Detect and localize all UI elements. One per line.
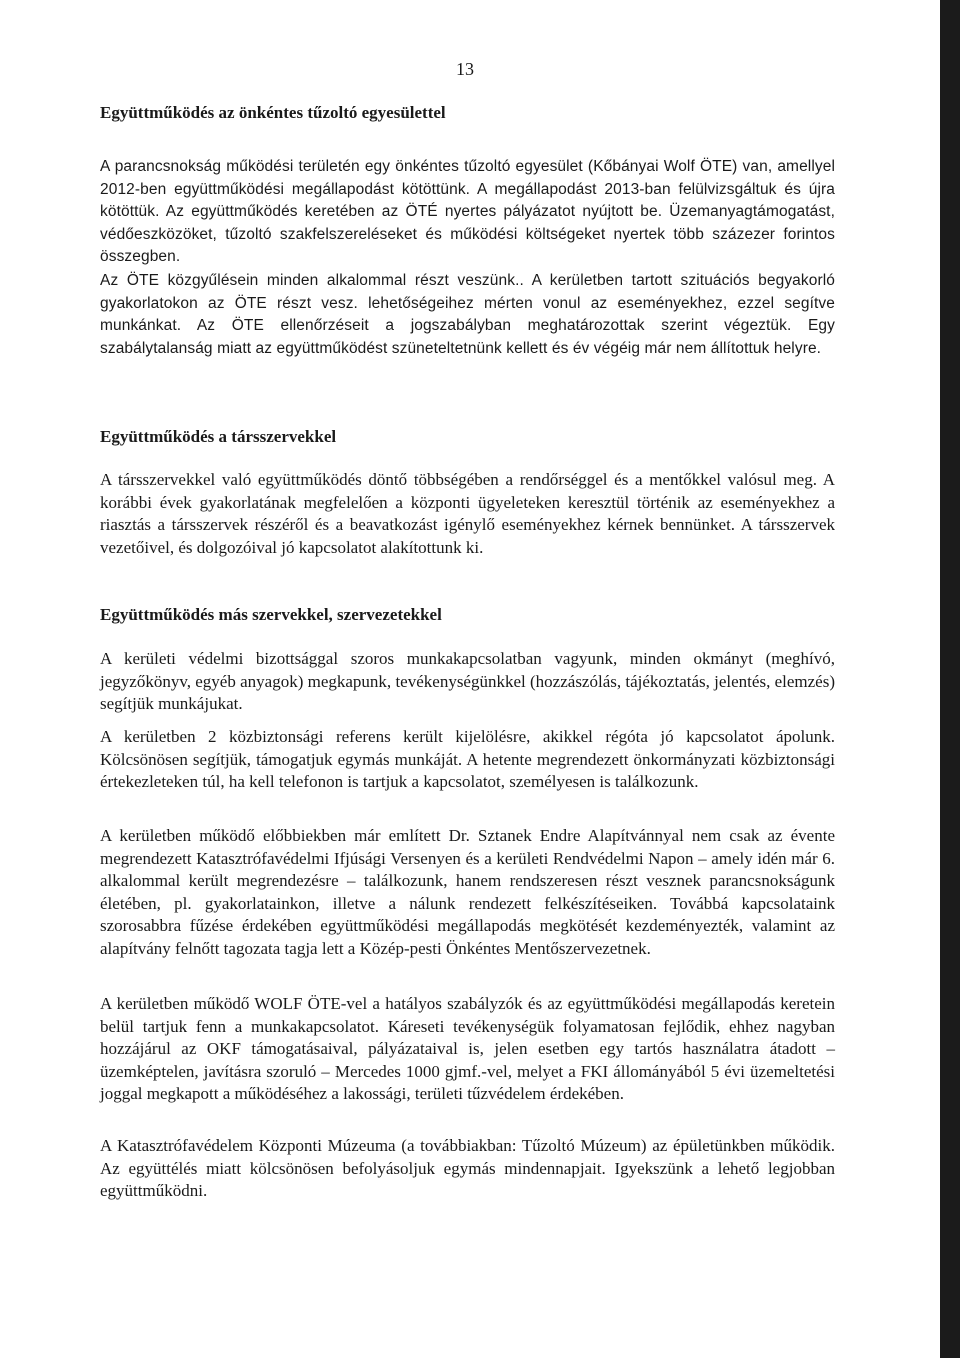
paragraph-foundation: A kerületben működő előbbiekben már említett Dr. Sztanek Endre Alapítvánnyal nem csak az évente megrendezett Katasztrófavédelmi Ifjúsági Versenyen és a kerületi Rendvédelmi Napon – amely idén már 6. alkalommal került megrendezésre – találkozunk, hanem rendszeresen részt vesznek parancsnokságunk életében, pl. gyakorlatainkon, illetve a nálunk rendezett felkészítéseiken. Továbbá kapcsolataink szorosabbra fűzése érdekében együttműködési megállapodás megkötését kezdeményezték, valamint az alapítvány felnőtt tagozata tagja lett a Közép-pesti Önkéntes Mentőszervezetnek. <box>100 826 835 958</box>
scan-edge-border <box>940 0 960 1358</box>
paragraph-partner-agencies: A társszervekkel való együttműködés döntő többségében a rendőrséggel és a mentőkkel valósul meg. A korábbi évek gyakorlatának megfelelően a központi ügyeleteken keresztül történik az eseményekhez a riasztás a társszervek részéről és a beavatkozást igénylő eseményekhez kérnek bennünket. A társszervek vezetőivel, és dolgozóival jó kapcsolatot alakítottunk ki. <box>100 470 835 557</box>
section-heading-volunteer-fire-association: Együttműködés az önkéntes tűzoltó egyesülettel <box>100 103 446 122</box>
section-heading-partner-agencies: Együttműködés a társszervekkel <box>100 427 337 446</box>
page-number: 13 <box>456 59 474 79</box>
paragraph-defense-committee: A kerületi védelmi bizottsággal szoros munkakapcsolatban vagyunk, minden okmányt (meghívó, jegyzőkönyv, egyéb anyagok) megkapunk, tevékenységünkkel (hozzászólás, tájékoztatás, jelentés, elemzés) segítjük munkájukat. <box>100 649 835 714</box>
paragraph-wolf-ote: A kerületben működő WOLF ÖTE-vel a hatályos szabályzók és az együttműködési megállapodás keretein belül tartjuk fenn a munkakapcsolatot. Káreseti tevékenységük folyamatosan fejlődik, ehhez nagyban hozzájárul az OKF támogatásaival, pályázataival is, jelen esetben egy tartós használatra átadott – üzemképtelen, javításra szoruló – Mercedes 1000 gjmf.-vel, melyet a FKI állományából 5 évi üzemeltetési joggal megkapott a működéséhez a lakossági, területi tűzvédelem érdekében. <box>100 994 835 1104</box>
paragraph-security-referents: A kerületben 2 közbiztonsági referens került kijelölésre, akikkel régóta jó kapcsolatot ápolunk. Kölcsönösen segítjük, támogatjuk egymás munkáját. A hetente megrendezett önkormányzati közbiztonsági értekezleteken túl, ha kell telefonon is tartjuk a kapcsolatot, személyesen is találkozunk. <box>100 727 835 792</box>
paragraph-volunteer-meetings: Az ÖTE közgyűlésein minden alkalommal részt veszünk.. A kerületben tartott szituációs begyakorló gyakorlatokon az ÖTE részt vesz. lehetőségeihez mérten vonul az eseményekhez, ezzel segítve munkánkat. Az ÖTE ellenőrzéseit a jogszabályban meghatározottak szerint végeztük. Egy szabálytalanság miatt az együttműködést szüneteltetnünk kellett és év végéig már nem állítottuk helyre. <box>100 272 835 357</box>
paragraph-volunteer-agreement: A parancsnokság működési területén egy önkéntes tűzoltó egyesület (Kőbányai Wolf ÖTE) van, amellyel 2012-ben együttműködési megállapodást kötöttünk. A megállapodást 2013-ban felülvizsgáltuk és újra kötöttük. Az együttműködés keretében az ÖTÉ nyertes pályázatot nyújtott be. Üzemanyagtámogatást, védőeszközöket, tűzoltó szakfelszereléseket és működési költségeket nyertek több százezer forintos összegben. <box>100 158 835 266</box>
paragraph-fire-museum: A Katasztrófavédelem Központi Múzeuma (a továbbiakban: Tűzoltó Múzeum) az épületünkben működik. Az együttélés miatt kölcsönösen befolyásoljuk egymás mindennapjait. Igyekszünk a lehető legjobban együttműködni. <box>100 1136 835 1201</box>
section-heading-other-organizations: Együttműködés más szervekkel, szervezetekkel <box>100 605 442 624</box>
